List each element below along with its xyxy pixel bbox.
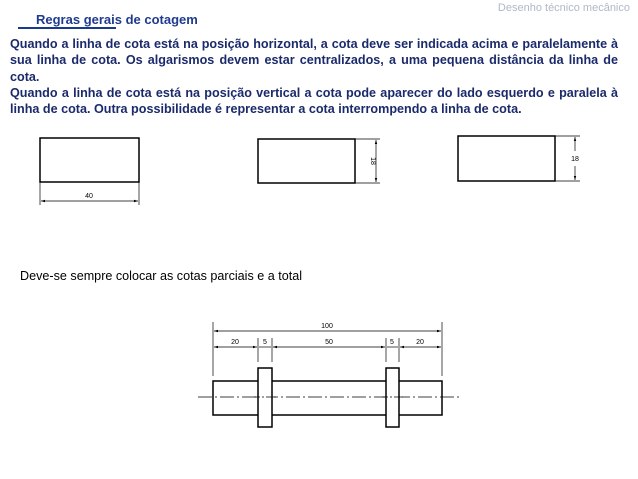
- figure-horizontal-dimension: [40, 138, 139, 205]
- dim-partial-4: 5: [390, 339, 394, 346]
- dim-18-inline: 18: [571, 156, 579, 163]
- page-title: Regras gerais de cotagem: [36, 12, 198, 27]
- dim-partial-5: 20: [416, 339, 424, 346]
- figure-vertical-dimension-inline: [458, 136, 580, 181]
- dim-40: 40: [85, 193, 93, 200]
- collar-left: [258, 368, 272, 427]
- dim-18-side: 18: [369, 157, 376, 165]
- rect-3: [458, 136, 555, 181]
- figure-vertical-dimension-side: [258, 139, 380, 183]
- paragraph-vertical: Quando a linha de cota está na posição vertical a cota pode aparecer do lado esquerdo e paralela à linha de cota. Outra possibilidade é representar a cota interrompendo a linha de cota.: [10, 85, 618, 117]
- paragraph-horizontal: Quando a linha de cota está na posição horizontal, a cota deve ser indicada acima e paralelamente à sua linha de cota. Os algarismos devem estar centralizados, a uma pequena distância da linha de cota.: [10, 37, 618, 84]
- shaft-body: [213, 381, 442, 415]
- dim-partial-2: 5: [263, 339, 267, 346]
- collar-right: [386, 368, 399, 427]
- dim-total: 100: [321, 323, 333, 330]
- dim-partial-3: 50: [325, 339, 333, 346]
- dim-partial-1: 20: [231, 339, 239, 346]
- rect-2: [258, 139, 355, 183]
- header-label: Desenho técnico mecânico: [497, 2, 630, 14]
- rect-1: [40, 138, 139, 182]
- note-text: Deve-se sempre colocar as cotas parciais e a total: [20, 269, 303, 283]
- figure-shaft: [198, 322, 460, 427]
